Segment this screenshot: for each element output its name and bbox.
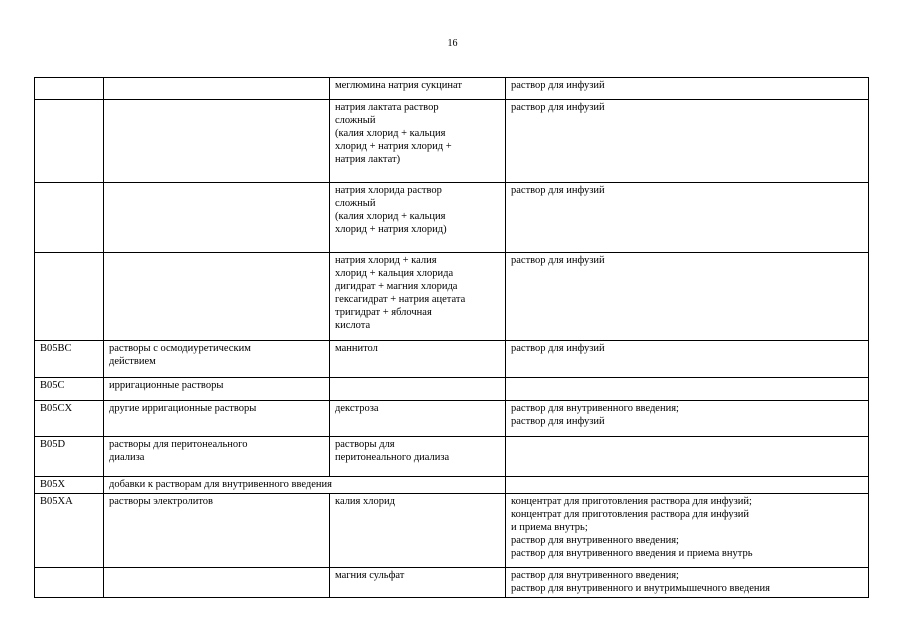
table-row (35, 78, 869, 100)
dosage-form-cell: раствор для внутривенного введения; раствор для внутривенного и внутримышечного введения (506, 568, 869, 598)
table-row (35, 401, 869, 437)
drug-cell: декстроза (330, 401, 506, 437)
table-row (35, 378, 869, 401)
dosage-form-cell (506, 378, 869, 401)
atc-code-cell (35, 568, 104, 598)
page-number: 16 (447, 38, 458, 49)
dosage-form-cell: раствор для инфузий (506, 183, 869, 253)
atc-code-cell: B05X (35, 477, 104, 494)
atc-code-cell (35, 183, 104, 253)
dosage-form-cell: раствор для инфузий (506, 341, 869, 378)
atc-code-cell: B05XA (35, 494, 104, 568)
dosage-form-cell: концентрат для приготовления раствора для инфузий; концентрат для приготовления раствора для инфузий и приема внутрь; раствор для внутривенного введения; раствор для внутривенного введения и приема внутрь (506, 494, 869, 568)
atc-code-cell (35, 78, 104, 100)
table-row (35, 477, 869, 494)
table-row (35, 568, 869, 598)
drug-cell (330, 378, 506, 401)
dosage-form-cell: раствор для инфузий (506, 78, 869, 100)
dosage-form-cell: раствор для инфузий (506, 253, 869, 341)
drug-cell: маннитол (330, 341, 506, 378)
table-row (35, 437, 869, 477)
table-row (35, 253, 869, 341)
group-cell: растворы электролитов (104, 494, 330, 568)
atc-code-cell: B05CX (35, 401, 104, 437)
drug-cell: растворы для перитонеального диализа (330, 437, 506, 477)
dosage-form-cell: раствор для инфузий (506, 100, 869, 183)
dosage-form-cell (506, 437, 869, 477)
group-cell (104, 253, 330, 341)
atc-code-cell (35, 100, 104, 183)
atc-code-cell: B05D (35, 437, 104, 477)
atc-code-cell: B05BC (35, 341, 104, 378)
table-row (35, 494, 869, 568)
atc-code-cell: B05C (35, 378, 104, 401)
drug-cell: натрия хлорида раствор сложный (калия хлорид + кальция хлорид + натрия хлорид) (330, 183, 506, 253)
group-cell (104, 183, 330, 253)
group-cell: ирригационные растворы (104, 378, 330, 401)
atc-code-cell (35, 253, 104, 341)
drug-cell: натрия хлорид + калия хлорид + кальция хлорида дигидрат + магния хлорида гексагидрат + натрия ацетата тригидрат + яблочная кислота (330, 253, 506, 341)
dosage-form-cell: раствор для внутривенного введения; раствор для инфузий (506, 401, 869, 437)
table-row (35, 341, 869, 378)
drug-cell: натрия лактата раствор сложный (калия хлорид + кальция хлорид + натрия хлорид + натрия лактат) (330, 100, 506, 183)
drug-cell: меглюмина натрия сукцинат (330, 78, 506, 100)
table-row (35, 183, 869, 253)
group-cell (104, 100, 330, 183)
group-cell (104, 78, 330, 100)
group-cell: добавки к растворам для внутривенного введения (104, 477, 506, 494)
group-cell: растворы для перитонеального диализа (104, 437, 330, 477)
dosage-form-cell (506, 477, 869, 494)
table-row (35, 100, 869, 183)
group-cell (104, 568, 330, 598)
drug-cell: магния сульфат (330, 568, 506, 598)
drug-cell: калия хлорид (330, 494, 506, 568)
group-cell: другие ирригационные растворы (104, 401, 330, 437)
group-cell: растворы с осмодиуретическим действием (104, 341, 330, 378)
drug-table (34, 77, 869, 598)
